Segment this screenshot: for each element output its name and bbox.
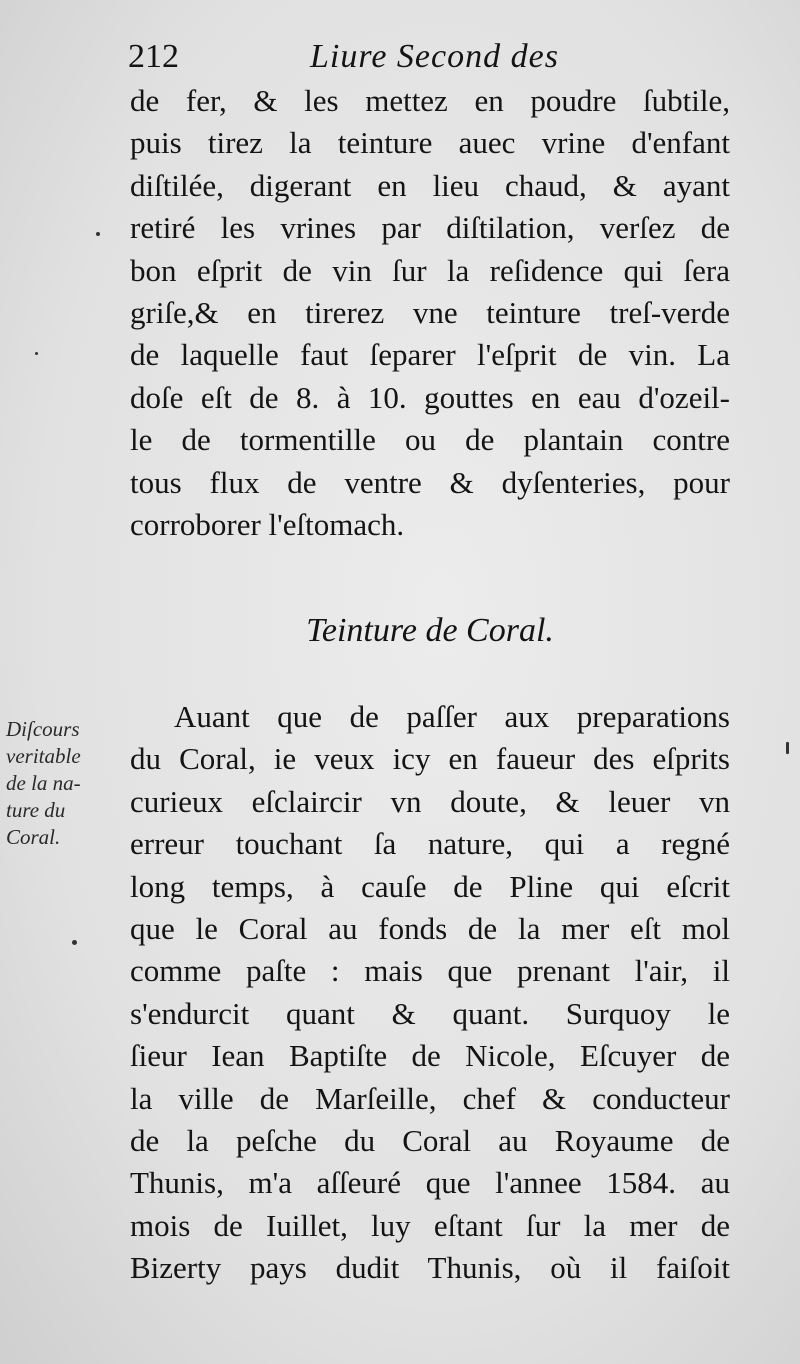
page-number: 212 — [128, 38, 179, 75]
text-line: curieux eſclaircir vn doute, & leuer vn — [130, 783, 730, 819]
text-line: du Coral, ie veux icy en faueur des eſprits — [130, 741, 730, 777]
running-title: Liure Second des — [310, 38, 559, 75]
marginal-line: de la na- — [6, 771, 81, 795]
text-line: s'endurcit quant & quant. Surquoy le — [130, 995, 730, 1031]
text-line: retiré les vrines par diſtilation, verſez de — [130, 210, 730, 246]
ink-speck — [35, 352, 38, 355]
marginal-note — [6, 716, 126, 851]
text-line: comme paſte : mais que prenant l'air, il — [130, 953, 730, 989]
text-line: mois de Iuillet, luy eſtant ſur la mer de — [130, 1207, 730, 1243]
text-line: tous flux de ventre & dyſenteries, pour — [130, 464, 730, 500]
marginal-line: ture du — [6, 798, 66, 822]
paragraph-2 — [130, 696, 730, 1290]
text-line: corroborer l'eſtomach. — [130, 507, 405, 543]
ink-speck — [96, 232, 100, 236]
text-line: bon eſprit de vin ſur la reſidence qui ſera — [130, 252, 730, 288]
text-line: ſieur Iean Baptiſte de Nicole, Eſcuyer de — [130, 1038, 730, 1074]
ink-speck — [786, 742, 789, 754]
text-line: long temps, à cauſe de Pline qui eſcrit — [130, 868, 730, 904]
text-line: erreur touchant ſa nature, qui a regné — [130, 826, 730, 862]
text-line: de fer, & les mettez en poudre ſubtile, — [130, 83, 730, 118]
marginal-line: Coral. — [6, 825, 61, 849]
text-line: de la peſche du Coral au Royaume de — [130, 1123, 730, 1159]
paragraph-1 — [130, 80, 730, 546]
text-line: Bizerty pays dudit Thunis, où il faiſoit — [130, 1250, 730, 1286]
text-line: Auant que de paſſer aux preparations — [174, 699, 730, 734]
text-line: puis tirez la teinture auec vrine d'enfant — [130, 125, 730, 161]
text-line: doſe eſt de 8. à 10. gouttes en eau d'ozeil- — [130, 379, 730, 415]
text-line: le de tormentille ou de plantain contre — [130, 422, 730, 458]
text-line: Thunis, m'a aſſeuré que l'annee 1584. au — [130, 1165, 730, 1201]
text-line: griſe,& en tirerez vne teinture treſ-verde — [130, 295, 730, 331]
text-line: de laquelle faut ſeparer l'eſprit de vin. La — [130, 337, 730, 373]
text-line: que le Coral au fonds de la mer eſt mol — [130, 911, 730, 947]
section-heading: Teinture de Coral. — [306, 612, 554, 649]
text-line: la ville de Marſeille, chef & conducteur — [130, 1080, 730, 1116]
marginal-line: veritable — [6, 744, 81, 768]
marginal-line: Diſcours — [6, 717, 80, 741]
ink-speck — [72, 940, 77, 945]
text-line: diſtilée, digerant en lieu chaud, & ayant — [130, 167, 730, 203]
